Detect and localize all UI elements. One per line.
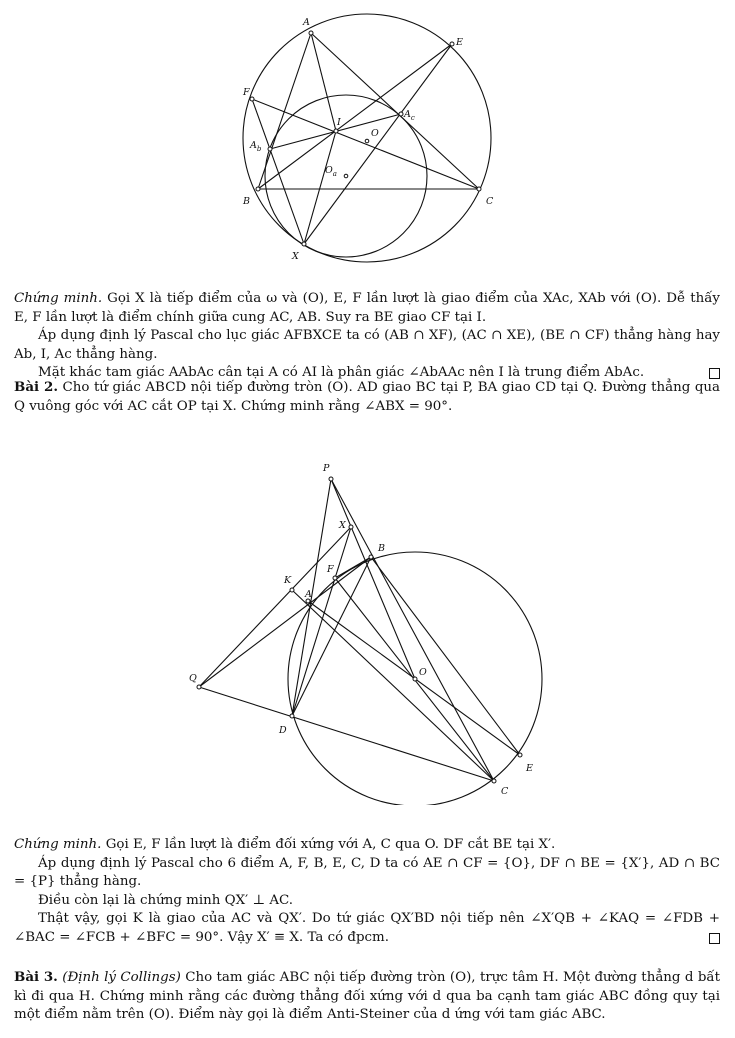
label-C: C bbox=[501, 786, 509, 797]
proof-1-lead: Chứng minh. bbox=[14, 291, 103, 306]
label-B: B bbox=[378, 543, 385, 554]
problem-2-title: Bài 2. bbox=[14, 379, 58, 395]
label-A: A bbox=[303, 17, 310, 28]
problem-3-text: Cho tam giác ABC nội tiếp đường tròn (O), trực tâm H. Một đường thẳng d bất kì đi qua H. Chứng minh rằng các đường thẳng đối xứng với d qua ba cạnh tam giác ABC đồng quy tại một điểm nằm trên (O). Điểm này gọi là điểm Anti-Steiner của d ứng với tam giác ABC. bbox=[14, 970, 720, 1023]
label-F: F bbox=[327, 564, 334, 575]
label-E: E bbox=[456, 37, 463, 48]
fig1-circumcircle bbox=[243, 14, 491, 262]
label-K: K bbox=[284, 575, 292, 586]
label-I: I bbox=[337, 117, 341, 128]
fig2-lines bbox=[199, 479, 520, 781]
figure-1 bbox=[0, 0, 735, 270]
label-O: O bbox=[371, 128, 379, 139]
label-P: P bbox=[323, 463, 330, 474]
proof-1-p3: Mặt khác tam giác AAbAc cân tại A có AI là phân giác ∠AbAAc nên I là trung điểm AbAc. bbox=[38, 365, 645, 381]
proof-1 bbox=[14, 290, 720, 383]
label-E: E bbox=[526, 763, 533, 774]
problem-3-subtitle: (Định lý Collings) bbox=[62, 970, 181, 985]
label-Q: Q bbox=[189, 673, 197, 684]
proof-1-p1: Gọi X là tiếp điểm của ω và (O), E, F lần lượt là giao điểm của XAc, XAb với (O). Dễ thấy E, F lần lượt là điểm chính giữa cung AC, AB. Suy ra BE giao CF tại I. bbox=[14, 291, 720, 325]
proof-2-lead: Chứng minh. bbox=[14, 837, 102, 852]
label-A: A bbox=[305, 589, 312, 600]
label-O: O bbox=[419, 667, 427, 678]
proof-2-p2: Áp dụng định lý Pascal cho 6 điểm A, F, B, E, C, D ta có AE ∩ CF = {O}, DF ∩ BE = {X′}, AD ∩ BC = {P} thẳng hàng. bbox=[14, 855, 720, 890]
proof-1-p2: Áp dụng định lý Pascal cho lục giác AFBXCE ta có (AB ∩ XF), (AC ∩ XE), (BE ∩ CF) thẳng hàng hay Ab, I, Ac thẳng hàng. bbox=[14, 328, 720, 362]
proof-2-p3: Điều còn lại là chứng minh QX′ ⊥ AC. bbox=[38, 892, 294, 908]
label-X: X bbox=[339, 520, 346, 531]
problem-3-title: Bài 3. bbox=[14, 969, 58, 985]
problem-2 bbox=[14, 378, 720, 416]
fig1-lines bbox=[252, 33, 479, 244]
proof-2-p4: Thật vậy, gọi K là giao của AC và QX′. Do tứ giác QX′BD nội tiếp nên ∠X′QB + ∠KAQ = ∠FDB + ∠BAC = ∠FCB + ∠BFC = 90°. Vậy X′ ≡ X. Ta có đpcm. bbox=[14, 911, 720, 945]
label-Ab: $A_b$ bbox=[250, 140, 262, 153]
figure-2 bbox=[0, 455, 735, 805]
label-X: X bbox=[292, 251, 299, 262]
fig1-points bbox=[250, 31, 481, 246]
proof-2 bbox=[14, 836, 720, 948]
qed-icon bbox=[709, 933, 720, 944]
fig2-points bbox=[197, 477, 522, 783]
problem-3 bbox=[14, 968, 720, 1025]
label-C: C bbox=[486, 196, 494, 207]
label-F: F bbox=[243, 87, 250, 98]
label-B: B bbox=[243, 196, 250, 207]
label-Ac: $A_c$ bbox=[404, 109, 415, 122]
label-Oa: $O_a$ bbox=[325, 165, 337, 178]
proof-2-p1: Gọi E, F lần lượt là điểm đối xứng với A, C qua O. DF cắt BE tại X′. bbox=[105, 837, 556, 852]
problem-2-text: Cho tứ giác ABCD nội tiếp đường tròn (O). AD giao BC tại P, BA giao CD tại Q. Đường thẳng qua Q vuông góc với AC cắt OP tại X. Chứng minh rằng ∠ABX = 90°. bbox=[14, 380, 721, 414]
label-D: D bbox=[279, 725, 287, 736]
